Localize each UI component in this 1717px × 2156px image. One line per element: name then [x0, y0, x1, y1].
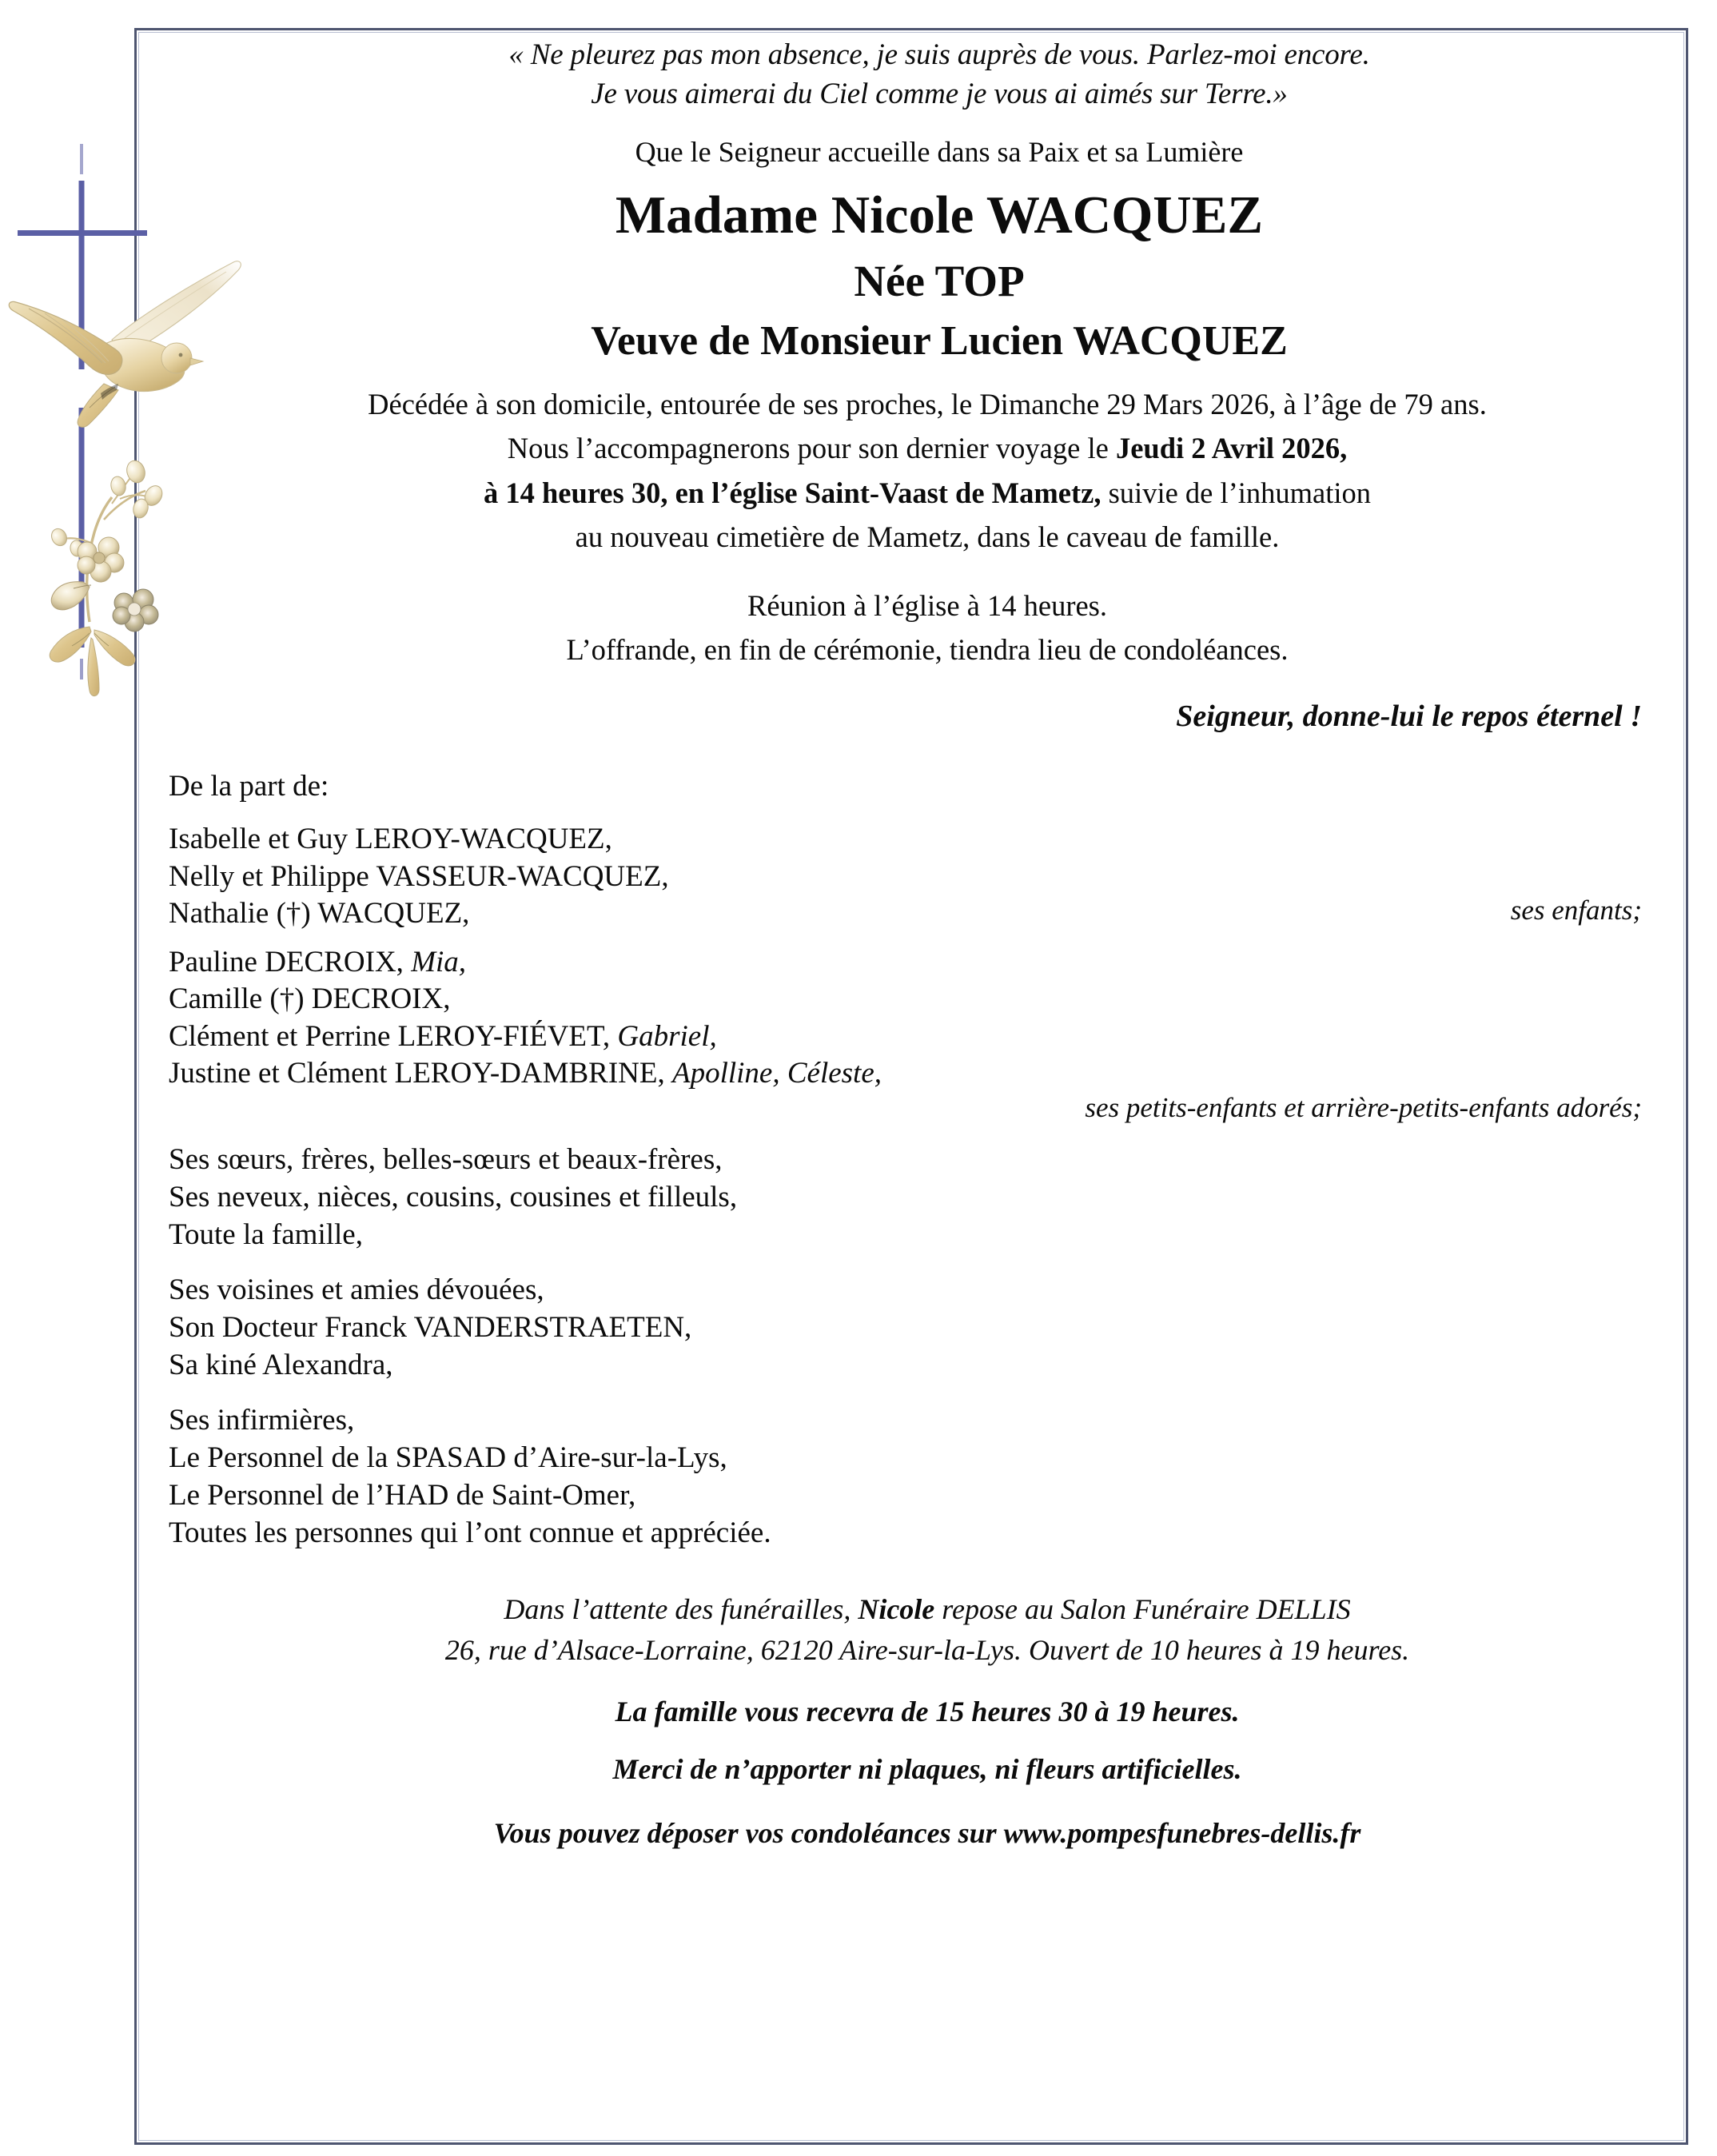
list-item: Ses neveux, nièces, cousins, cousines et filleuls, [169, 1181, 738, 1214]
list-item [169, 944, 1656, 981]
cross-stem-foot [80, 659, 83, 679]
condolences-website: Vous pouvez déposer vos condoléances sur www.pompesfunebres-dellis.fr [493, 1817, 1361, 1850]
list-item: Toutes les personnes qui l’ont connue et appréciée. [169, 1516, 771, 1550]
cross-stem-top [80, 144, 83, 174]
blessing-line: Que le Seigneur accueille dans sa Paix et sa Lumière [635, 135, 1244, 168]
list-item: Le Personnel de la SPASAD d’Aire-sur-la-Lys, [169, 1441, 727, 1475]
maiden-name: Née TOP [854, 256, 1025, 305]
list-item: Ses voisines et amies dévouées, [169, 1273, 544, 1307]
offering-line: L’offrande, en fin de cérémonie, tiendra lieu de condoléances. [566, 633, 1289, 666]
list-item: Isabelle et Guy LEROY-WACQUEZ, [169, 823, 612, 856]
reception-hours: La famille vous recevra de 15 heures 30 à 19 heures. [615, 1696, 1240, 1728]
cross-arm [18, 230, 147, 236]
list-item-children: Gabriel, [617, 1019, 717, 1053]
death-line: Décédée à son domicile, entourée de ses proches, le Dimanche 29 Mars 2026, à l’âge de 79 ans. [368, 387, 1487, 420]
family-intro: De la part de: [169, 770, 329, 803]
list-item-name: Justine et Clément LEROY-DAMBRINE, [169, 1056, 672, 1090]
list-item-name: Pauline DECROIX, [169, 946, 412, 979]
epigraph [166, 28, 1656, 114]
deceased-name: Madame Nicole WACQUEZ [615, 185, 1264, 245]
list-item-name: Camille (†) DECROIX, [169, 982, 451, 1016]
procession-date: Jeudi 2 Avril 2026, [1115, 432, 1348, 465]
funeral-home-address: 26, rue d’Alsace-Lorraine, 62120 Aire-sur-la-Lys. Ouvert de 10 heures à 19 heures. [444, 1634, 1410, 1667]
widow-of-line: Veuve de Monsieur Lucien WACQUEZ [591, 317, 1288, 364]
list-item [169, 1018, 1656, 1055]
notice-content [134, 28, 1688, 1850]
list-item-name: Clément et Perrine LEROY-FIÉVET, [169, 1019, 618, 1053]
repose-suffix: repose au Salon Funéraire DELLIS [934, 1593, 1351, 1626]
list-item: Nelly et Philippe VASSEUR-WACQUEZ, [169, 859, 669, 893]
list-item-children: Mia, [411, 946, 467, 979]
no-flowers-notice: Merci de n’apporter ni plaques, ni fleurs artificielles. [612, 1753, 1242, 1786]
repose-name: Nicole [858, 1593, 935, 1626]
list-item [169, 981, 1656, 1018]
funeral-home-footer [166, 1589, 1656, 1850]
list-item: Son Docteur Franck VANDERSTRAETEN, [169, 1311, 692, 1345]
procession-prefix: Nous l’accompagnerons pour son dernier voyage le [507, 432, 1116, 465]
burial-line: au nouveau cimetière de Mametz, dans le caveau de famille. [575, 520, 1280, 554]
cross-stem-upper [79, 181, 85, 369]
list-item: Ses sœurs, frères, belles-sœurs et beaux-frères, [169, 1143, 723, 1177]
grandchildren-relation-label: ses petits-enfants et arrière-petits-enfants adorés; [1085, 1092, 1642, 1124]
list-item: Sa kiné Alexandra, [169, 1349, 393, 1382]
cross-stem-lower [79, 408, 85, 648]
ceremony-details [166, 382, 1656, 560]
service-suffix: suivie de l’inhumation [1101, 476, 1372, 509]
gathering-details [166, 584, 1656, 672]
list-item: Ses infirmières, [169, 1404, 355, 1437]
gathering-line: Réunion à l’église à 14 heures. [747, 588, 1108, 622]
services-group [169, 1402, 1656, 1552]
repose-info [166, 1589, 1656, 1671]
repose-prefix: Dans l’attente des funérailles, [504, 1593, 858, 1626]
list-item: Le Personnel de l’HAD de Saint-Omer, [169, 1479, 636, 1512]
children-relation-label: ses enfants; [1510, 895, 1642, 927]
grandchildren-group [169, 944, 1656, 1124]
children-group [169, 821, 1656, 930]
caregivers-group [169, 1272, 1656, 1385]
service-time-place: à 14 heures 30, en l’église Saint-Vaast de Mametz, [483, 476, 1102, 509]
epigraph-line-1: « Ne pleurez pas mon absence, je suis auprès de vous. Parlez-moi encore. [508, 38, 1370, 71]
list-item: Toute la famille, [169, 1218, 363, 1252]
list-item [169, 1055, 1656, 1092]
list-item-children: Apolline, Céleste, [671, 1056, 882, 1090]
epigraph-line-2: Je vous aimerai du Ciel comme je vous ai aimés sur Terre.» [591, 77, 1288, 110]
prayer-line: Seigneur, donne-lui le repos éternel ! [1176, 699, 1642, 734]
list-item: Nathalie (†) WACQUEZ, [169, 896, 470, 930]
family-section [166, 769, 1656, 1552]
extended-family-group [169, 1142, 1656, 1254]
